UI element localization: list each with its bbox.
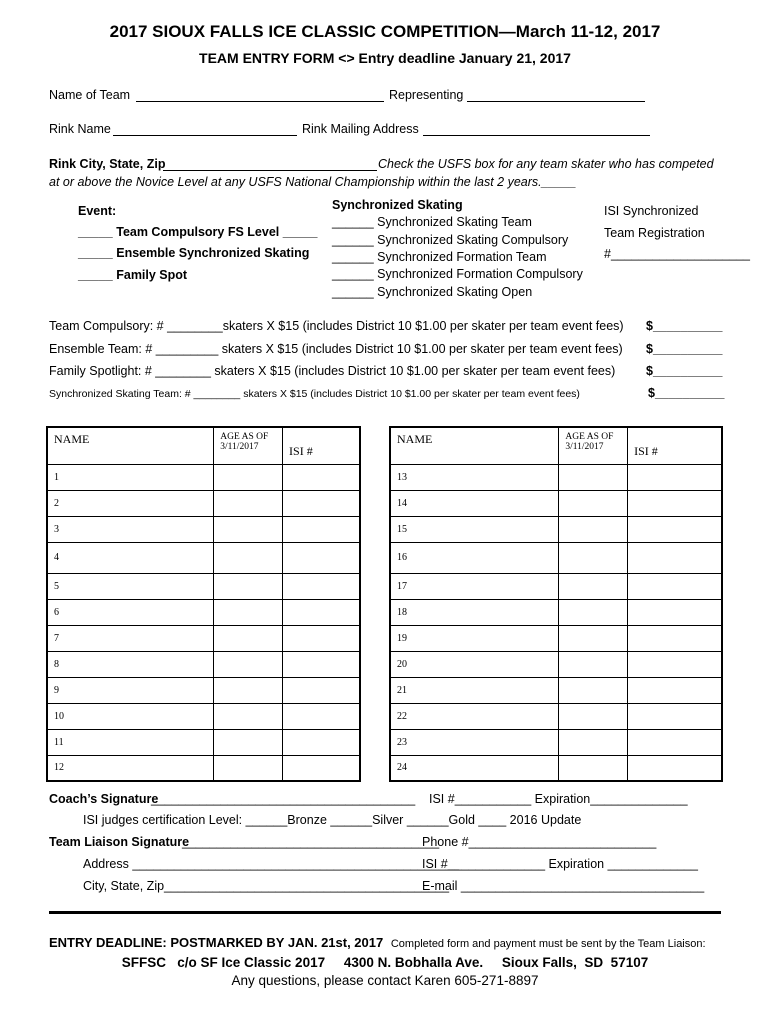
age-cell[interactable] bbox=[214, 490, 283, 516]
col-isi-header: ISI # bbox=[628, 427, 722, 464]
footer-deadline: ENTRY DEADLINE: POSTMARKED BY JAN. 21st, 2017 bbox=[49, 935, 384, 950]
table-row[interactable]: 15 bbox=[390, 516, 559, 542]
age-cell[interactable] bbox=[559, 677, 628, 703]
rink-name-label: Rink Name bbox=[49, 122, 111, 136]
table-row[interactable]: 17 bbox=[390, 573, 559, 599]
footer-contact: Any questions, please contact Karen 605-271-8897 bbox=[231, 973, 539, 988]
event-heading: Event: bbox=[78, 204, 117, 218]
representing-label: Representing bbox=[389, 88, 464, 102]
liaison-signature-label: Team Liaison Signature bbox=[49, 835, 190, 849]
table-row[interactable]: 11 bbox=[47, 729, 214, 755]
isi-cell[interactable] bbox=[283, 490, 360, 516]
col-isi-header: ISI # bbox=[283, 427, 360, 464]
age-cell[interactable] bbox=[559, 755, 628, 781]
age-cell[interactable] bbox=[559, 542, 628, 573]
rink-city-label: Rink City, State, Zip bbox=[49, 157, 166, 171]
coach-isi-field[interactable]: ISI #___________ Expiration______________ bbox=[429, 792, 688, 806]
event-ensemble[interactable]: _____ Ensemble Synchronized Skating bbox=[78, 246, 310, 260]
isi-cell[interactable] bbox=[628, 651, 722, 677]
col-age-header bbox=[214, 427, 283, 464]
synchro-formation-compulsory[interactable]: ______ Synchronized Formation Compulsory bbox=[332, 267, 583, 281]
age-cell[interactable] bbox=[559, 464, 628, 490]
table-row[interactable]: 13 bbox=[390, 464, 559, 490]
roster-table-left bbox=[46, 426, 361, 782]
isi-cell[interactable] bbox=[283, 464, 360, 490]
footer-address: SFFSC c/o SF Ice Classic 2017 4300 N. Bobhalla Ave. Sioux Falls, SD 57107 bbox=[121, 955, 649, 970]
table-row[interactable]: 6 bbox=[47, 599, 214, 625]
age-cell[interactable] bbox=[214, 703, 283, 729]
synchro-formation-team[interactable]: ______ Synchronized Formation Team bbox=[332, 250, 547, 264]
isi-cell[interactable] bbox=[628, 755, 722, 781]
col-name-header: NAME bbox=[47, 427, 214, 464]
table-row[interactable]: 21 bbox=[390, 677, 559, 703]
synchro-skating-compulsory[interactable]: ______ Synchronized Skating Compulsory bbox=[332, 233, 569, 247]
isi-cell[interactable] bbox=[628, 542, 722, 573]
roster-table-right bbox=[389, 426, 723, 782]
col-age-line1: AGE AS OF bbox=[220, 432, 269, 442]
rink-mailing-field[interactable] bbox=[423, 135, 650, 136]
age-cell[interactable] bbox=[559, 625, 628, 651]
age-cell[interactable] bbox=[559, 490, 628, 516]
event-family-spot[interactable]: _____ Family Spot bbox=[78, 268, 188, 282]
table-row[interactable]: 22 bbox=[390, 703, 559, 729]
rink-city-field[interactable] bbox=[163, 170, 377, 171]
table-row[interactable]: 18 bbox=[390, 599, 559, 625]
table-row[interactable]: 19 bbox=[390, 625, 559, 651]
event-team-compulsory[interactable]: _____ Team Compulsory FS Level _____ bbox=[78, 225, 318, 239]
isi-cell[interactable] bbox=[628, 599, 722, 625]
age-cell[interactable] bbox=[559, 729, 628, 755]
table-row[interactable]: 23 bbox=[390, 729, 559, 755]
address-field[interactable]: Address _______________________________________________ bbox=[83, 857, 460, 871]
age-cell[interactable] bbox=[214, 755, 283, 781]
fee-team-compulsory: Team Compulsory: # ________skaters X $15 (includes District 10 $1.00 per skater per team event fees) bbox=[49, 319, 624, 333]
age-cell[interactable] bbox=[559, 516, 628, 542]
table-row[interactable]: 4 bbox=[47, 542, 214, 573]
table-row[interactable]: 16 bbox=[390, 542, 559, 573]
table-row[interactable]: 14 bbox=[390, 490, 559, 516]
col-age-header bbox=[559, 427, 628, 464]
synchro-skating-team[interactable]: ______ Synchronized Skating Team bbox=[332, 215, 532, 229]
isi-cell[interactable] bbox=[283, 599, 360, 625]
age-cell[interactable] bbox=[214, 651, 283, 677]
age-cell[interactable] bbox=[214, 729, 283, 755]
age-cell[interactable] bbox=[214, 516, 283, 542]
isi-cell[interactable] bbox=[283, 755, 360, 781]
isi-reg-line1: ISI Synchronized bbox=[604, 204, 699, 218]
table-row[interactable]: 9 bbox=[47, 677, 214, 703]
email-field[interactable]: E-mail ___________________________________ bbox=[422, 879, 705, 893]
table-row[interactable]: 20 bbox=[390, 651, 559, 677]
col-age-line2: 3/11/2017 bbox=[220, 442, 259, 452]
isi-cell[interactable] bbox=[628, 573, 722, 599]
fee-synchro: Synchronized Skating Team: # ________ skaters X $15 (includes District 10 $1.00 per skater per team event fees) bbox=[49, 388, 580, 400]
age-cell[interactable] bbox=[559, 573, 628, 599]
synchro-heading: Synchronized Skating bbox=[332, 198, 463, 212]
fee-family-amount[interactable]: $__________ bbox=[646, 364, 723, 378]
isi-reg-line2: Team Registration bbox=[604, 226, 705, 240]
coach-signature-label: Coach’s Signature bbox=[49, 792, 159, 806]
age-cell[interactable] bbox=[214, 573, 283, 599]
isi-cell[interactable] bbox=[628, 490, 722, 516]
liaison-isi-field[interactable]: ISI #______________ Expiration _____________ bbox=[422, 857, 698, 871]
fee-ensemble-amount[interactable]: $__________ bbox=[646, 342, 723, 356]
isi-cell[interactable] bbox=[628, 625, 722, 651]
age-cell[interactable] bbox=[214, 599, 283, 625]
judges-cert-level[interactable]: ISI judges certification Level: ______Bronze ______Silver ______Gold ____ 2016 Update bbox=[83, 813, 582, 827]
age-cell[interactable] bbox=[214, 464, 283, 490]
usfs-note-line2: at or above the Novice Level at any USFS National Championship within the last 2 years._____ bbox=[49, 175, 577, 189]
page-subtitle: TEAM ENTRY FORM <> Entry deadline January 21, 2017 bbox=[199, 50, 571, 66]
col-name-header: NAME bbox=[390, 427, 559, 464]
team-name-field[interactable] bbox=[136, 101, 384, 102]
divider bbox=[49, 911, 721, 914]
age-cell[interactable] bbox=[214, 625, 283, 651]
isi-cell[interactable] bbox=[283, 573, 360, 599]
isi-cell[interactable] bbox=[628, 729, 722, 755]
usfs-note-line1: Check the USFS box for any team skater who has competed bbox=[378, 157, 714, 171]
table-row[interactable]: 2 bbox=[47, 490, 214, 516]
col-age-line2: 3/11/2017 bbox=[565, 442, 604, 452]
fee-family: Family Spotlight: # ________ skaters X $15 (includes District 10 $1.00 per skater per team event fees) bbox=[49, 364, 616, 378]
city-state-zip-field[interactable]: City, State, Zip_________________________________________ bbox=[83, 879, 450, 893]
rink-name-field[interactable] bbox=[113, 135, 297, 136]
fee-ensemble: Ensemble Team: # _________ skaters X $15 (includes District 10 $1.00 per skater per team event fees) bbox=[49, 342, 623, 356]
table-row[interactable]: 12 bbox=[47, 755, 214, 781]
isi-cell[interactable] bbox=[283, 625, 360, 651]
isi-cell[interactable] bbox=[628, 464, 722, 490]
isi-cell[interactable] bbox=[283, 729, 360, 755]
table-row[interactable]: 8 bbox=[47, 651, 214, 677]
table-row[interactable]: 1 bbox=[47, 464, 214, 490]
coach-signature-field[interactable]: ______________________________________ bbox=[151, 792, 416, 806]
age-cell[interactable] bbox=[214, 677, 283, 703]
isi-cell[interactable] bbox=[283, 516, 360, 542]
age-cell[interactable] bbox=[559, 703, 628, 729]
team-name-label: Name of Team bbox=[49, 88, 131, 102]
isi-reg-number-field[interactable]: #____________________ bbox=[604, 247, 750, 261]
table-row[interactable]: 24 bbox=[390, 755, 559, 781]
synchro-skating-open[interactable]: ______ Synchronized Skating Open bbox=[332, 285, 533, 299]
footer-sent-by: Completed form and payment must be sent by the Team Liaison: bbox=[390, 938, 706, 950]
col-age-line1: AGE AS OF bbox=[565, 432, 614, 442]
age-cell[interactable] bbox=[559, 599, 628, 625]
table-row[interactable]: 10 bbox=[47, 703, 214, 729]
table-row[interactable]: 7 bbox=[47, 625, 214, 651]
rink-mailing-label: Rink Mailing Address bbox=[302, 122, 419, 136]
footer-deadline-line bbox=[49, 935, 706, 950]
isi-cell[interactable] bbox=[628, 516, 722, 542]
isi-cell[interactable] bbox=[628, 677, 722, 703]
isi-cell[interactable] bbox=[628, 703, 722, 729]
isi-cell[interactable] bbox=[283, 703, 360, 729]
age-cell[interactable] bbox=[214, 542, 283, 573]
isi-cell[interactable] bbox=[283, 677, 360, 703]
representing-field[interactable] bbox=[467, 101, 645, 102]
liaison-signature-field[interactable]: _____________________________________ bbox=[182, 835, 440, 849]
table-row[interactable]: 3 bbox=[47, 516, 214, 542]
isi-cell[interactable] bbox=[283, 651, 360, 677]
phone-field[interactable]: Phone #___________________________ bbox=[422, 835, 657, 849]
fee-team-compulsory-amount[interactable]: $__________ bbox=[646, 319, 723, 333]
isi-cell[interactable] bbox=[283, 542, 360, 573]
fee-synchro-amount[interactable]: $__________ bbox=[648, 386, 725, 400]
page-title: 2017 SIOUX FALLS ICE CLASSIC COMPETITION—March 11-12, 2017 bbox=[109, 22, 661, 41]
table-row[interactable]: 5 bbox=[47, 573, 214, 599]
age-cell[interactable] bbox=[559, 651, 628, 677]
